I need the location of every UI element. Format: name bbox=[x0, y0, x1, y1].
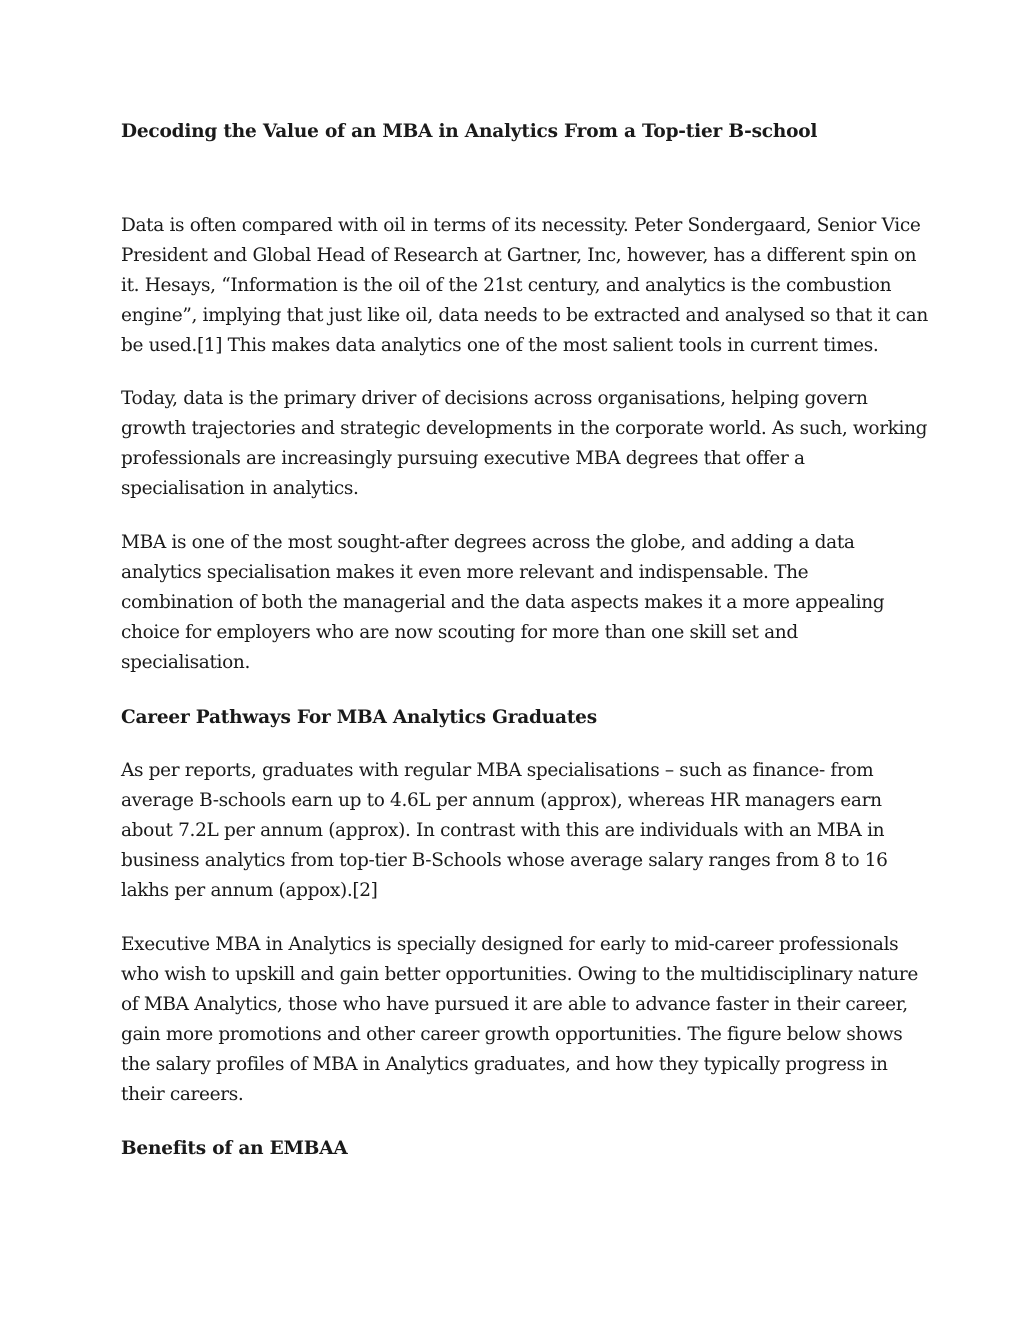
text-line: about 7.2L per annum (approx). In contrast with this are individuals with an MBA in bbox=[121, 820, 885, 842]
salary-paragraph bbox=[121, 756, 911, 906]
text-line: business analytics from top-tier B-Schools whose average salary ranges from 8 to 16 bbox=[121, 850, 888, 872]
text-line: choice for employers who are now scouting for more than one skill set and bbox=[121, 622, 798, 644]
executive-mba-paragraph bbox=[121, 930, 919, 1111]
text-line: average B-schools earn up to 4.6L per annum (approx), whereas HR managers earn bbox=[121, 790, 882, 812]
text-line: Today, data is the primary driver of decisions across organisations, helping govern bbox=[121, 388, 868, 409]
benefits-heading: Benefits of an EMBAA bbox=[121, 1138, 348, 1159]
data-driver-paragraph bbox=[121, 384, 928, 504]
text-line: As per reports, graduates with regular MBA specialisations – such as finance- from bbox=[121, 760, 874, 781]
text-line: gain more promotions and other career growth opportunities. The figure below shows bbox=[121, 1024, 903, 1046]
text-line: Executive MBA in Analytics is specially designed for early to mid-career professionals bbox=[121, 934, 899, 955]
text-line: of MBA Analytics, those who have pursued it are able to advance faster in their career, bbox=[121, 994, 908, 1016]
mba-demand-paragraph bbox=[121, 528, 911, 678]
text-line: analytics specialisation makes it even more relevant and indispensable. The bbox=[121, 562, 809, 584]
text-line: their careers. bbox=[121, 1084, 244, 1106]
text-line: professionals are increasingly pursuing executive MBA degrees that offer a bbox=[121, 448, 805, 470]
text-line: growth trajectories and strategic developments in the corporate world. As such, working bbox=[121, 418, 928, 440]
intro-paragraph bbox=[121, 211, 928, 361]
career-pathways-heading: Career Pathways For MBA Analytics Graduates bbox=[121, 707, 597, 728]
text-line: MBA is one of the most sought-after degrees across the globe, and adding a data bbox=[121, 532, 855, 553]
text-line: be used.[1] This makes data analytics one of the most salient tools in current times. bbox=[121, 335, 879, 357]
text-line: lakhs per annum (appox).[2] bbox=[121, 880, 378, 902]
text-line: the salary profiles of MBA in Analytics graduates, and how they typically progress in bbox=[121, 1054, 888, 1076]
text-line: specialisation in analytics. bbox=[121, 478, 359, 500]
text-line: specialisation. bbox=[121, 652, 250, 674]
text-line: President and Global Head of Research at Gartner, Inc, however, has a different spin on bbox=[121, 245, 917, 267]
document-title: Decoding the Value of an MBA in Analytics From a Top-tier B-school bbox=[121, 121, 818, 142]
text-line: engine”, implying that just like oil, data needs to be extracted and analysed so that it can bbox=[121, 305, 928, 327]
text-line: who wish to upskill and gain better opportunities. Owing to the multidisciplinary nature bbox=[121, 964, 919, 986]
text-line: combination of both the managerial and the data aspects makes it a more appealing bbox=[121, 592, 885, 614]
text-line: it. Hesays, “Information is the oil of the 21st century, and analytics is the combustion bbox=[121, 275, 892, 297]
text-line: Data is often compared with oil in terms of its necessity. Peter Sondergaard, Senior Vice bbox=[121, 215, 921, 236]
